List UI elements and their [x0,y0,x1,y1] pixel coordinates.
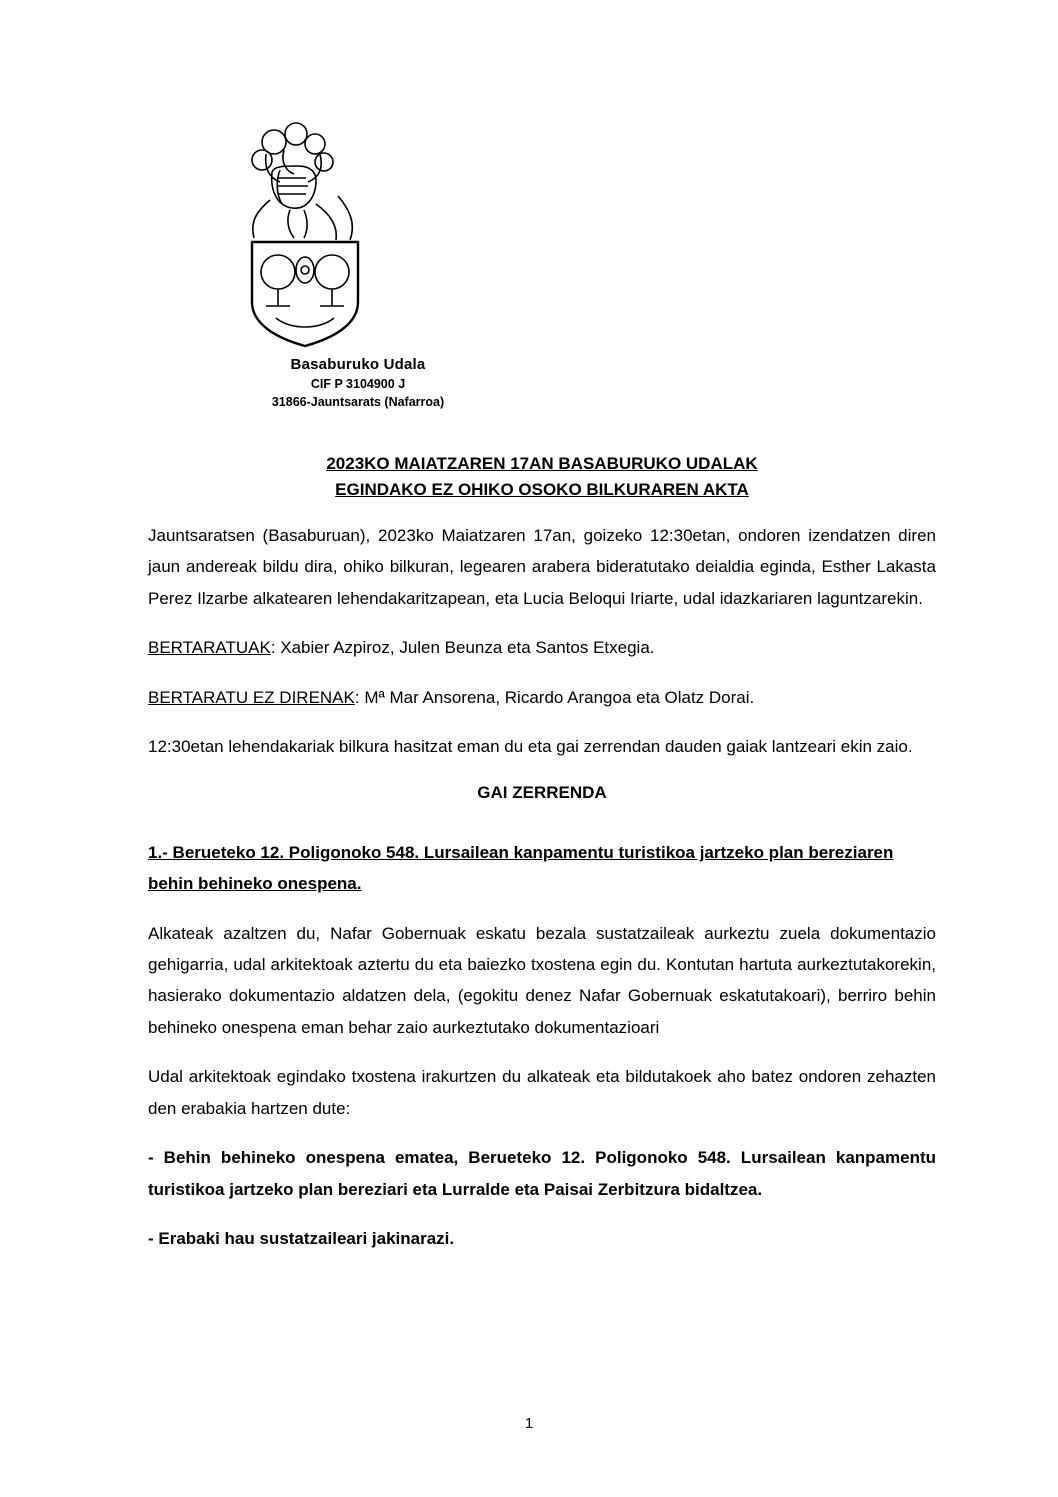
letterhead [158,356,558,409]
agenda-item-1-resolution-2: - Erabaki hau sustatzaileari jakinarazi. [148,1229,455,1248]
organization-address: 31866-Jauntsarats (Nafarroa) [271,395,445,409]
document-title [148,451,936,502]
opening-paragraph: 12:30etan lehendakariak bilkura hasitzat eman du eta gai zerrendan dauden gaiak lantzeari ekin zaio. [148,737,913,757]
page-number: 1 [524,1415,534,1432]
agenda-item-1-resolution-1: - Behin behineko onespena ematea, Berueteko 12. Poligonoko 548. Lursailean kanpamentu turistikoa jartzeko plan bereziari eta Lurralde eta Paisai Zerbitzura bidaltzea. [148,1148,936,1199]
absentees-label: BERTARATU EZ DIRENAK [148,687,355,707]
document-title-line-1: 2023KO MAIATZAREN 17AN BASABURUKO UDALAK [326,454,758,473]
attendees-line [148,632,936,663]
crest-container [148,120,936,350]
agenda-item-1-paragraph-2: Udal arkitektoak egindako txostena irakurtzen du alkateak eta bildutakoek aho batez ondoren zehazten den erabakia hartzen dute: [148,1067,936,1118]
intro-paragraph: Jauntsaratsen (Basaburuan), 2023ko Maiatzaren 17an, goizeko 12:30etan, ondoren izendatzen diren jaun andereak bildu dira, ohiko bilkuran, legearen arabera bideratutako deialdia eginda, Esther Lakasta Perez Ilzarbe alkatearen lehendakaritzapean, eta Lucia Beloqui Iriarte, udal idazkariaren laguntzarekin. [148,526,936,608]
document-content [148,120,936,1254]
organization-name: Basaburuko Udala [290,356,426,373]
agenda-item-1-heading: 1.- Berueteko 12. Poligonoko 548. Lursailean kanpamentu turistikoa jartzeko plan bereziaren behin behineko onespena. [148,842,894,894]
attendees-label: BERTARATUAK [148,638,271,658]
absentees-text: : Mª Mar Ansorena, Ricardo Arangoa eta Olatz Dorai. [354,687,755,707]
absentees-line [148,682,936,713]
organization-cif: CIF P 3104900 J [310,377,406,391]
attendees-text: : Xabier Azpiroz, Julen Beunza eta Santos Etxegia. [270,638,655,658]
coat-of-arms-icon [220,120,390,350]
agenda-heading: GAI ZERRENDA [477,782,607,802]
agenda-item-1-paragraph-1: Alkateak azaltzen du, Nafar Gobernuak eskatu bezala sustatzaileak aurkeztu zuela dokumentazio gehigarria, udal arkitektoak aztertu du eta baiezko txostena egin du. Kontutan hartuta aurkeztutakorekin, hasierako dokumentazio aldatzen dela, (egokitu denez Nafar Gobernuak eskatutakoari), berriro behin behineko onespena eman behar zaio aurkeztutako dokumentazioari [148,923,936,1037]
document-title-line-2: EGINDAKO EZ OHIKO OSOKO BILKURAREN AKTA [335,479,749,499]
